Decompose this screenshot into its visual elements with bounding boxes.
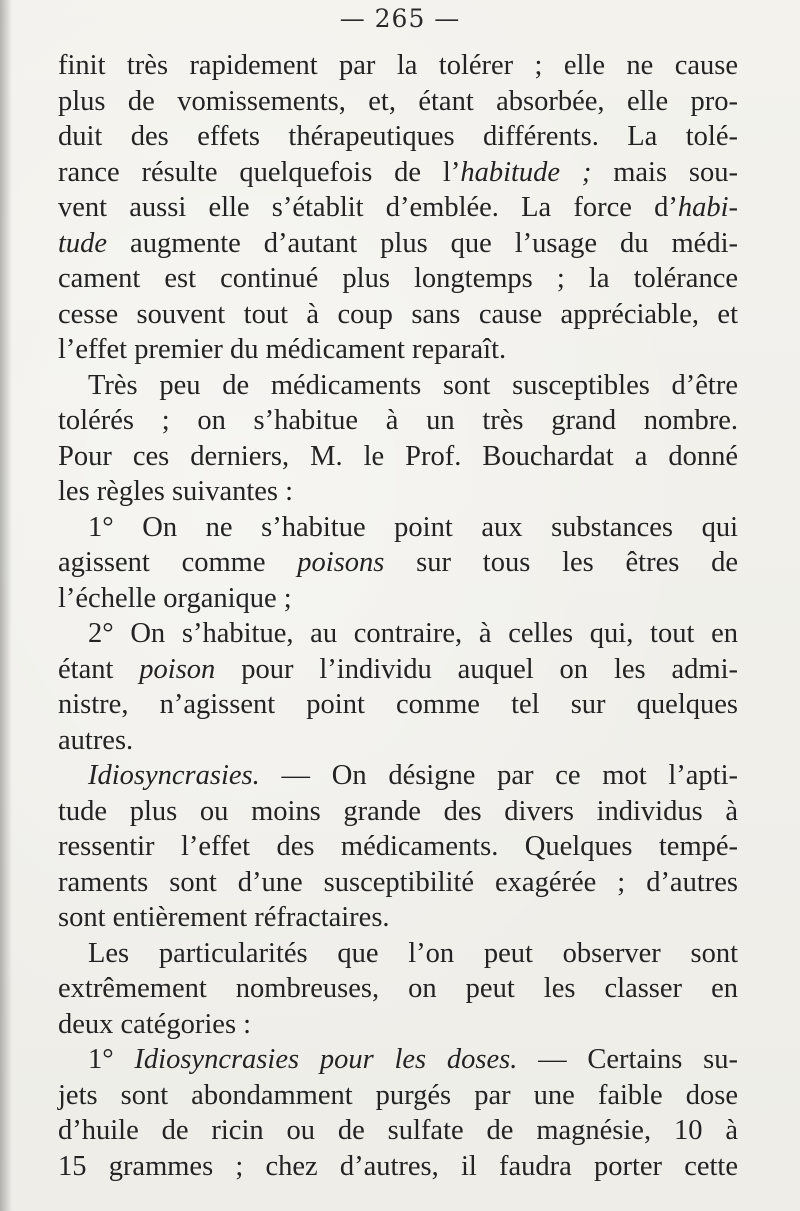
text-line [58,261,738,297]
text-segment: 1° On ne s’habitue point aux substances qui [88,511,738,543]
italic-text: habitude ; [460,156,592,188]
text-segment: 15 grammes ; chez d’autres, il faudra porter cette [58,1150,738,1182]
text-segment: augmente d’autant plus que l’usage du médi- [107,227,738,259]
text-line [58,403,738,439]
text-line [58,297,738,333]
italic-text: poison [139,653,216,685]
text-segment: l’effet premier du médicament reparaît. [58,334,507,365]
text-line [58,936,738,972]
text-line [58,1042,738,1078]
text-line [58,1149,738,1185]
text-segment: autres. [58,724,134,756]
text-line [58,439,738,475]
text-segment: deux catégories : [58,1008,252,1040]
text-segment: — Certains su- [517,1044,738,1075]
text-line [58,48,738,84]
text-line [58,723,738,759]
text-segment: cament est continué plus longtemps ; la tolérance [58,263,738,294]
text-segment: duit des effets thérapeutiques différents. La tolé- [58,121,738,152]
text-line [58,226,738,262]
text-line [58,190,738,226]
body-text [58,48,738,1184]
text-line [58,652,738,688]
italic-text: tude [58,227,108,259]
text-segment: sur tous les êtres de [384,547,738,578]
text-segment: mais sou- [591,156,738,188]
text-segment: extrêmement nombreuses, on peut les classer en [58,973,738,1004]
text-line [58,829,738,865]
text-segment: pour l’individu auquel on les admi- [215,653,738,685]
text-segment: 1° [88,1044,135,1075]
text-segment: Pour ces derniers, M. le Prof. Bouchardat a donné [58,440,738,472]
text-segment: sont entièrement réfractaires. [58,902,390,933]
text-line [58,581,738,617]
italic-text: poisons [297,547,385,578]
text-segment: d’huile de ricin ou de sulfate de magnésie, 10 à [58,1115,738,1146]
italic-text: habi- [677,192,738,223]
text-line [58,758,738,794]
text-segment: jets sont abondamment purgés par une faible dose [58,1079,738,1111]
text-line [58,119,738,155]
text-line [58,155,738,191]
text-line [58,545,738,581]
text-line [58,1007,738,1043]
text-segment: rance résulte quelquefois de l’ [58,156,461,188]
text-segment: l’échelle organique ; [58,582,292,614]
text-line [58,84,738,120]
binding-shadow [0,0,12,1211]
text-line [58,1113,738,1149]
text-segment: 2° On s’habitue, au contraire, à celles qui, tout en [88,618,738,649]
text-line [58,474,738,510]
text-segment: Très peu de médicaments sont susceptibles d’être [88,369,738,401]
text-line [58,687,738,723]
text-line [58,332,738,368]
text-segment: raments sont d’une susceptibilité exagérée ; d’autres [58,866,738,898]
text-line [58,616,738,652]
text-segment: vent aussi elle s’établit d’emblée. La force d’ [58,192,678,223]
text-segment: tude plus ou moins grande des divers individus à [58,795,738,827]
text-segment: étant [58,653,140,685]
text-line [58,900,738,936]
text-line [58,865,738,901]
text-line [58,510,738,546]
text-segment: cesse souvent tout à coup sans cause appréciable, et [58,298,738,330]
text-segment: agissent comme [58,547,298,578]
italic-text: Idiosyncrasies. [88,760,260,791]
text-segment: plus de vomissements, et, étant absorbée, elle pro- [58,85,738,117]
text-line [58,971,738,1007]
page-number: — 265 — [339,4,461,33]
italic-text: Idiosyncrasies pour les doses. [134,1044,518,1075]
text-segment: tolérés ; on s’habitue à un très grand nombre. [58,405,738,436]
text-segment: Les particularités que l’on peut observer sont [88,937,738,969]
text-segment: finit très rapidement par la tolérer ; elle ne cause [58,50,738,81]
text-line [58,368,738,404]
text-segment: nistre, n’agissent point comme tel sur quelques [58,689,738,720]
text-segment: les règles suivantes : [58,476,294,507]
text-segment: ressentir l’effet des médicaments. Quelques tempé- [58,831,738,862]
text-line [58,794,738,830]
text-line [58,1078,738,1114]
text-segment: — On désigne par ce mot l’apti- [259,760,738,791]
